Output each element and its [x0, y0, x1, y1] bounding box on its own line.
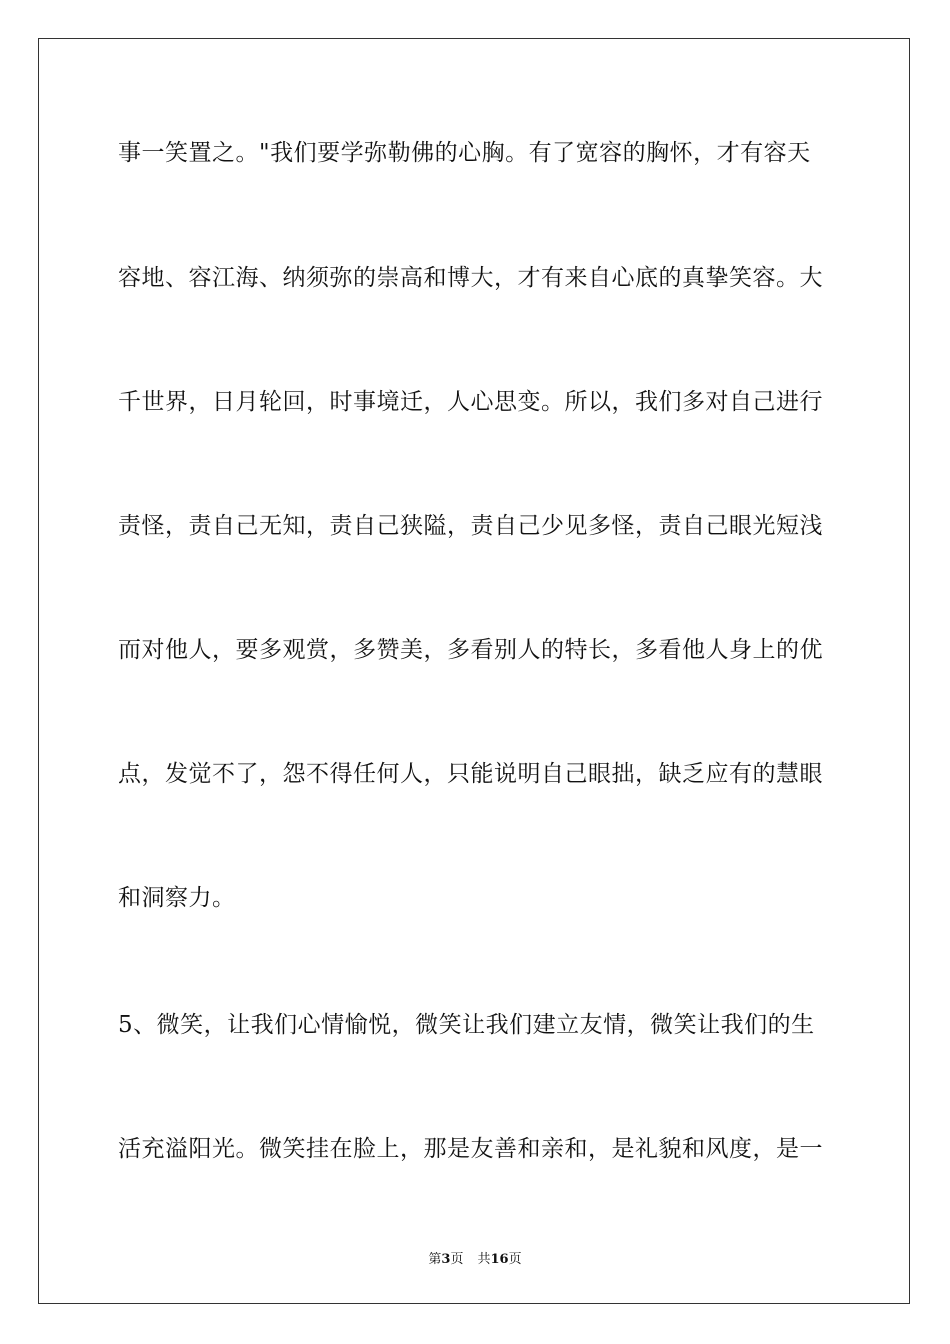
page-label-prefix: 第	[428, 1252, 442, 1267]
body-text-line-4: 责怪，责自己无知，责自己狭隘，责自己少见多怪，责自己眼光短浅	[118, 513, 823, 539]
body-text-line-5: 而对他人，要多观赏，多赞美，多看别人的特长，多看他人身上的优	[118, 637, 823, 663]
body-text-line-9: 活充溢阳光。微笑挂在脸上，那是友善和亲和，是礼貌和风度，是一	[118, 1136, 823, 1162]
body-text-line-8: 5、微笑，让我们心情愉悦，微笑让我们建立友情，微笑让我们的生	[118, 1012, 815, 1038]
page-number: 3	[441, 1252, 451, 1267]
page-footer	[0, 1248, 950, 1267]
body-text-line-7: 和洞察力。	[118, 885, 236, 911]
body-text-line-1: 事一笑置之。"我们要学弥勒佛的心胸。有了宽容的胸怀，才有容天	[118, 140, 811, 166]
body-text-line-3: 千世界，日月轮回，时事境迁，人心思变。所以，我们多对自己进行	[118, 389, 823, 415]
page-border	[38, 38, 910, 1304]
total-label-suffix: 页	[508, 1252, 522, 1267]
page-label-suffix: 页	[450, 1252, 464, 1267]
total-label-prefix: 共	[477, 1252, 491, 1267]
body-text-line-6: 点，发觉不了，怨不得任何人，只能说明自己眼拙，缺乏应有的慧眼	[118, 761, 823, 787]
total-pages: 16	[490, 1252, 509, 1267]
body-text-line-2: 容地、容江海、纳须弥的崇高和博大，才有来自心底的真挚笑容。大	[118, 265, 823, 291]
